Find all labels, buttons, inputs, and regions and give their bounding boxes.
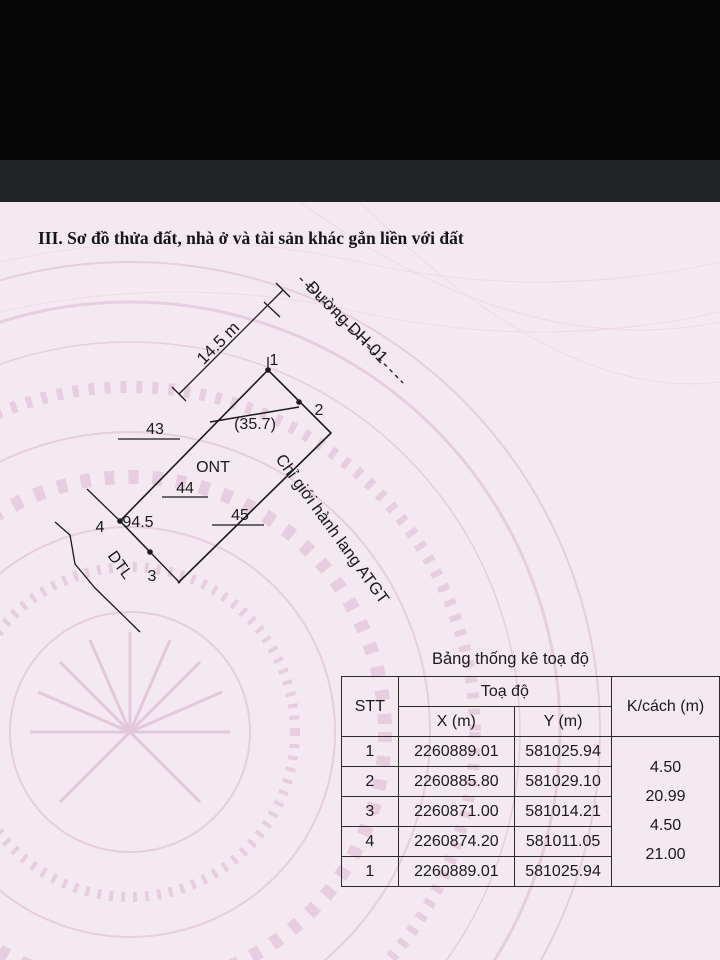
- distance-value: 20.99: [645, 788, 686, 805]
- vertex-2-point: [296, 399, 302, 405]
- certificate-page: [0, 202, 720, 960]
- row-y: 581011.05: [514, 827, 611, 857]
- row-x: 2260889.01: [398, 857, 514, 887]
- row-x: 2260871.00: [398, 797, 514, 827]
- extension-line: [87, 489, 120, 521]
- row-y: 581014.21: [514, 797, 611, 827]
- distance-value: 21.00: [645, 846, 686, 863]
- parcel-43-label: 43: [146, 421, 164, 438]
- row-y: 581025.94: [514, 857, 611, 887]
- parcel-45-label: 45: [231, 507, 249, 524]
- header-x: X (m): [398, 707, 514, 737]
- corridor-label: Chỉ giới hành lang ATGT: [271, 450, 393, 608]
- vertex-1-label: 1: [269, 352, 279, 369]
- row-stt: 1: [342, 737, 399, 767]
- dark-band: [0, 160, 720, 202]
- parcel-plan-diagram: [0, 202, 720, 642]
- distance-column: [612, 737, 720, 887]
- coordinate-table-title: Bảng thống kê toạ độ: [432, 650, 589, 668]
- road-dtl-label: DTL: [103, 548, 136, 583]
- header-y: Y (m): [514, 707, 611, 737]
- row-stt: 1: [342, 857, 399, 887]
- vertex-3-point: [147, 549, 153, 555]
- table-row: [342, 737, 720, 767]
- header-coordinates: Toạ độ: [398, 677, 611, 707]
- corridor-area-label: (35.7): [234, 416, 276, 433]
- row-y: 581029.10: [514, 767, 611, 797]
- parcel-44-label: 44: [176, 480, 194, 497]
- distance-value: 4.50: [649, 759, 682, 776]
- row-x: 2260874.20: [398, 827, 514, 857]
- row-y: 581025.94: [514, 737, 611, 767]
- land-use-code-label: ONT: [196, 459, 230, 476]
- section-heading: III. Sơ đồ thửa đất, nhà ở và tài sản khác gắn liền với đất: [38, 228, 464, 248]
- coordinate-table: [341, 676, 720, 887]
- vertex-3-label: 3: [147, 568, 157, 585]
- frontage-dimension-label: 14.5 m: [193, 318, 244, 369]
- dimension-tick: [264, 302, 280, 317]
- black-top-area: [0, 0, 720, 160]
- vertex-2-label: 2: [314, 402, 324, 419]
- header-distance: K/cách (m): [612, 677, 720, 737]
- row-x: 2260889.01: [398, 737, 514, 767]
- row-stt: 3: [342, 797, 399, 827]
- row-stt: 4: [342, 827, 399, 857]
- vertex-4-label: 4: [95, 519, 105, 536]
- road-dh01-label: Đường DH-01: [302, 277, 392, 367]
- row-stt: 2: [342, 767, 399, 797]
- area-total-label: 94.5: [122, 514, 154, 531]
- row-x: 2260885.80: [398, 767, 514, 797]
- distance-value: 4.50: [649, 817, 682, 834]
- header-stt: STT: [342, 677, 399, 737]
